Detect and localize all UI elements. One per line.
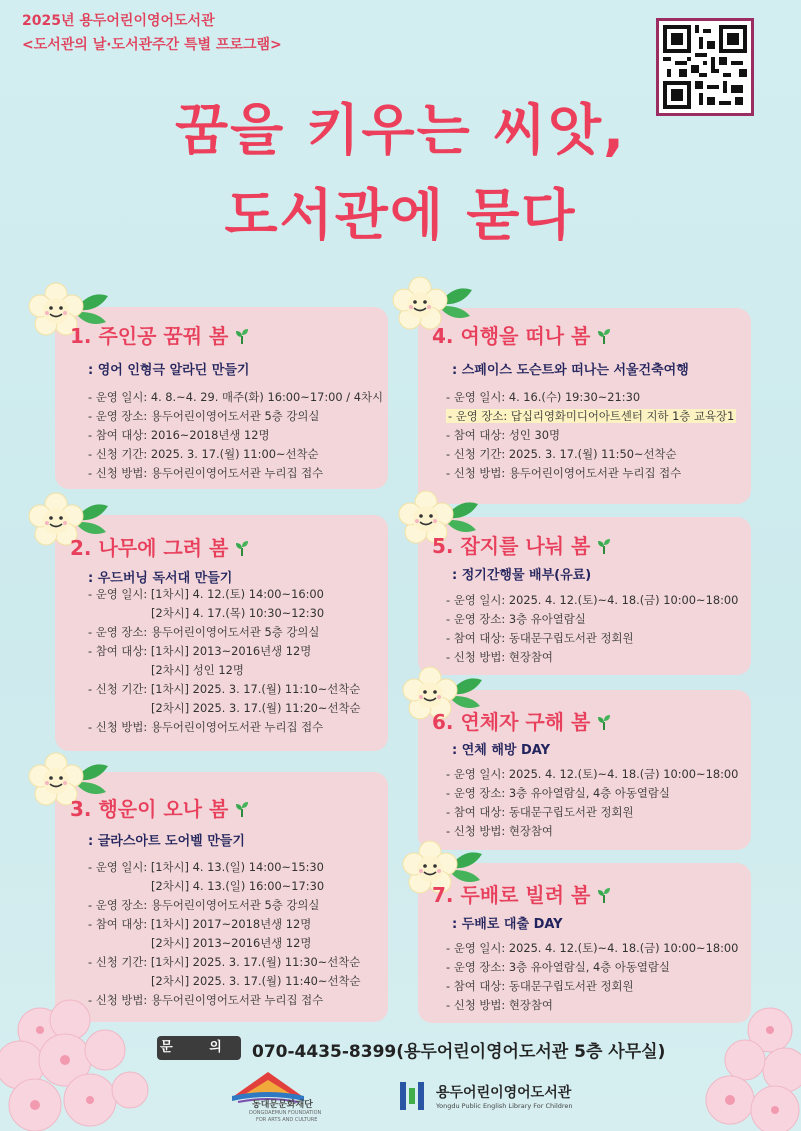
program-3-line: [2차시] 4. 13.(일) 16:00~17:30 [151,879,325,893]
program-4-line: - 신청 방법: 용두어린이영어도서관 누리집 접수 [446,466,682,480]
program-2-line: [2차시] 성인 12명 [151,663,244,677]
program-1-title: 1. 주인공 꿈꿔 봄 [70,320,250,349]
program-7-subtitle: : 두배로 대출 DAY [452,917,563,932]
program-4-line: - 참여 대상: 성인 30명 [446,428,560,442]
program-4-line: - 운영 일시: 4. 16.(수) 19:30~21:30 [446,390,641,404]
program-2-line: [2차시] 4. 17.(목) 10:30~12:30 [151,606,325,620]
program-3-line: - 참여 대상: [1차시] 2017~2018년생 12명 [88,917,312,931]
sprout-icon [596,536,612,554]
main-title-line2: 도서관에 묻다 [224,183,577,247]
program-1-line: - 참여 대상: 2016~2018년생 12명 [88,428,270,442]
program-3-line: - 신청 방법: 용두어린이영어도서관 누리집 접수 [88,993,324,1007]
library-logo-en: Yongdu Public English Library For Children [436,1102,573,1110]
program-7-line: - 참여 대상: 동대문구립도서관 정회원 [446,979,634,993]
foundation-logo-name: 동대문문화재단 [252,1100,313,1110]
sprout-icon [234,538,250,556]
program-6-subtitle: : 연체 해방 DAY [452,743,551,758]
program-6-title: 6. 연체자 구해 봄 [432,706,612,735]
sprout-icon [596,326,612,344]
program-2-line: - 신청 기간: [1차시] 2025. 3. 17.(월) 11:10~선착순 [88,682,361,696]
program-2-line: - 운영 장소: 용두어린이영어도서관 5층 강의실 [88,625,320,639]
program-2-subtitle: : 우드버닝 독서대 만들기 [88,571,233,586]
program-5-line: - 운영 장소: 3층 유아열람실 [446,612,586,626]
program-3-line: [2차시] 2025. 3. 17.(월) 11:40~선착순 [151,974,361,988]
program-2-line: [2차시] 2025. 3. 17.(월) 11:20~선착순 [151,701,361,715]
program-1-line: - 신청 방법: 용두어린이영어도서관 누리집 접수 [88,466,324,480]
foundation-logo-en2: FOR ARTS AND CULTURE [256,1117,318,1123]
program-1-line: - 운영 일시: 4. 8.~4. 29. 매주(화) 16:00~17:00 / 4차시 [88,390,383,404]
contact-label: 문 의 [157,1036,241,1060]
library-logo-name: 용두어린이영어도서관 [436,1085,572,1101]
sprout-icon [234,799,250,817]
program-6-line: - 운영 일시: 2025. 4. 12.(토)~4. 18.(금) 10:00~18:00 [446,767,739,781]
sprout-icon [596,712,612,730]
library-logo-icon [398,1080,426,1112]
program-4-line [446,408,736,424]
program-1-line: - 운영 장소: 용두어린이영어도서관 5층 강의실 [88,409,320,423]
program-7-line: - 신청 방법: 현장참여 [446,998,553,1012]
program-7-title: 7. 두배로 빌려 봄 [432,879,612,908]
foundation-logo-en1: DONGDAEMUN FOUNDATION [249,1110,322,1116]
sprout-icon [596,885,612,903]
program-3-line: - 운영 일시: [1차시] 4. 13.(일) 14:00~15:30 [88,860,324,874]
cherry-blossom-right-decoration [690,1000,801,1131]
program-4-subtitle: : 스페이스 도슨트와 떠나는 서울건축여행 [452,363,689,378]
program-1-subtitle: : 영어 인형극 알라딘 만들기 [88,363,250,378]
program-6-line: - 신청 방법: 현장참여 [446,824,553,838]
program-5-line: - 운영 일시: 2025. 4. 12.(토)~4. 18.(금) 10:00~18:00 [446,593,739,607]
program-7-line: - 운영 장소: 3층 유아열람실, 4층 아동열람실 [446,960,670,974]
program-6-line: - 참여 대상: 동대문구립도서관 정회원 [446,805,634,819]
program-2-line: - 운영 일시: [1차시] 4. 12.(토) 14:00~16:00 [88,587,324,601]
program-7-line: - 운영 일시: 2025. 4. 12.(토)~4. 18.(금) 10:00~18:00 [446,941,739,955]
program-2-title: 2. 나무에 그려 봄 [70,532,250,561]
program-5-title: 5. 잡지를 나눠 봄 [432,530,612,559]
program-5-subtitle: : 정기간행물 배부(유료) [452,568,592,583]
cherry-blossom-left-decoration [0,990,150,1131]
program-5-line: - 참여 대상: 동대문구립도서관 정회원 [446,631,634,645]
program-3-title: 3. 행운이 오나 봄 [70,793,250,822]
header-program-subtitle: <도서관의 날·도서관주간 특별 프로그램> [22,37,282,53]
sprout-icon [234,326,250,344]
highlighted-venue: - 운영 장소: 답십리영화미디어아트센터 지하 1층 교육장1 [448,409,735,423]
program-2-line: - 신청 방법: 용두어린이영어도서관 누리집 접수 [88,720,324,734]
program-3-line: [2차시] 2013~2016년생 12명 [151,936,312,950]
program-4-title: 4. 여행을 떠나 봄 [432,320,612,349]
contact-phone: 070-4435-8399(용두어린이영어도서관 5층 사무실) [252,1042,666,1062]
program-6-line: - 운영 장소: 3층 유아열람실, 4층 아동열람실 [446,786,670,800]
header-year-library: 2025년 용두어린이영어도서관 [22,13,215,29]
program-2-line: - 참여 대상: [1차시] 2013~2016년생 12명 [88,644,312,658]
program-3-line: - 운영 장소: 용두어린이영어도서관 5층 강의실 [88,898,320,912]
program-3-line: - 신청 기간: [1차시] 2025. 3. 17.(월) 11:30~선착순 [88,955,361,969]
program-1-line: - 신청 기간: 2025. 3. 17.(월) 11:00~선착순 [88,447,319,461]
program-4-line: - 신청 기간: 2025. 3. 17.(월) 11:50~선착순 [446,447,677,461]
program-3-subtitle: : 글라스아트 도어벨 만들기 [88,834,245,849]
program-5-line: - 신청 방법: 현장참여 [446,650,553,664]
main-title-line1: 꿈을 키우는 씨앗, [174,98,627,162]
qr-code[interactable] [656,18,754,116]
